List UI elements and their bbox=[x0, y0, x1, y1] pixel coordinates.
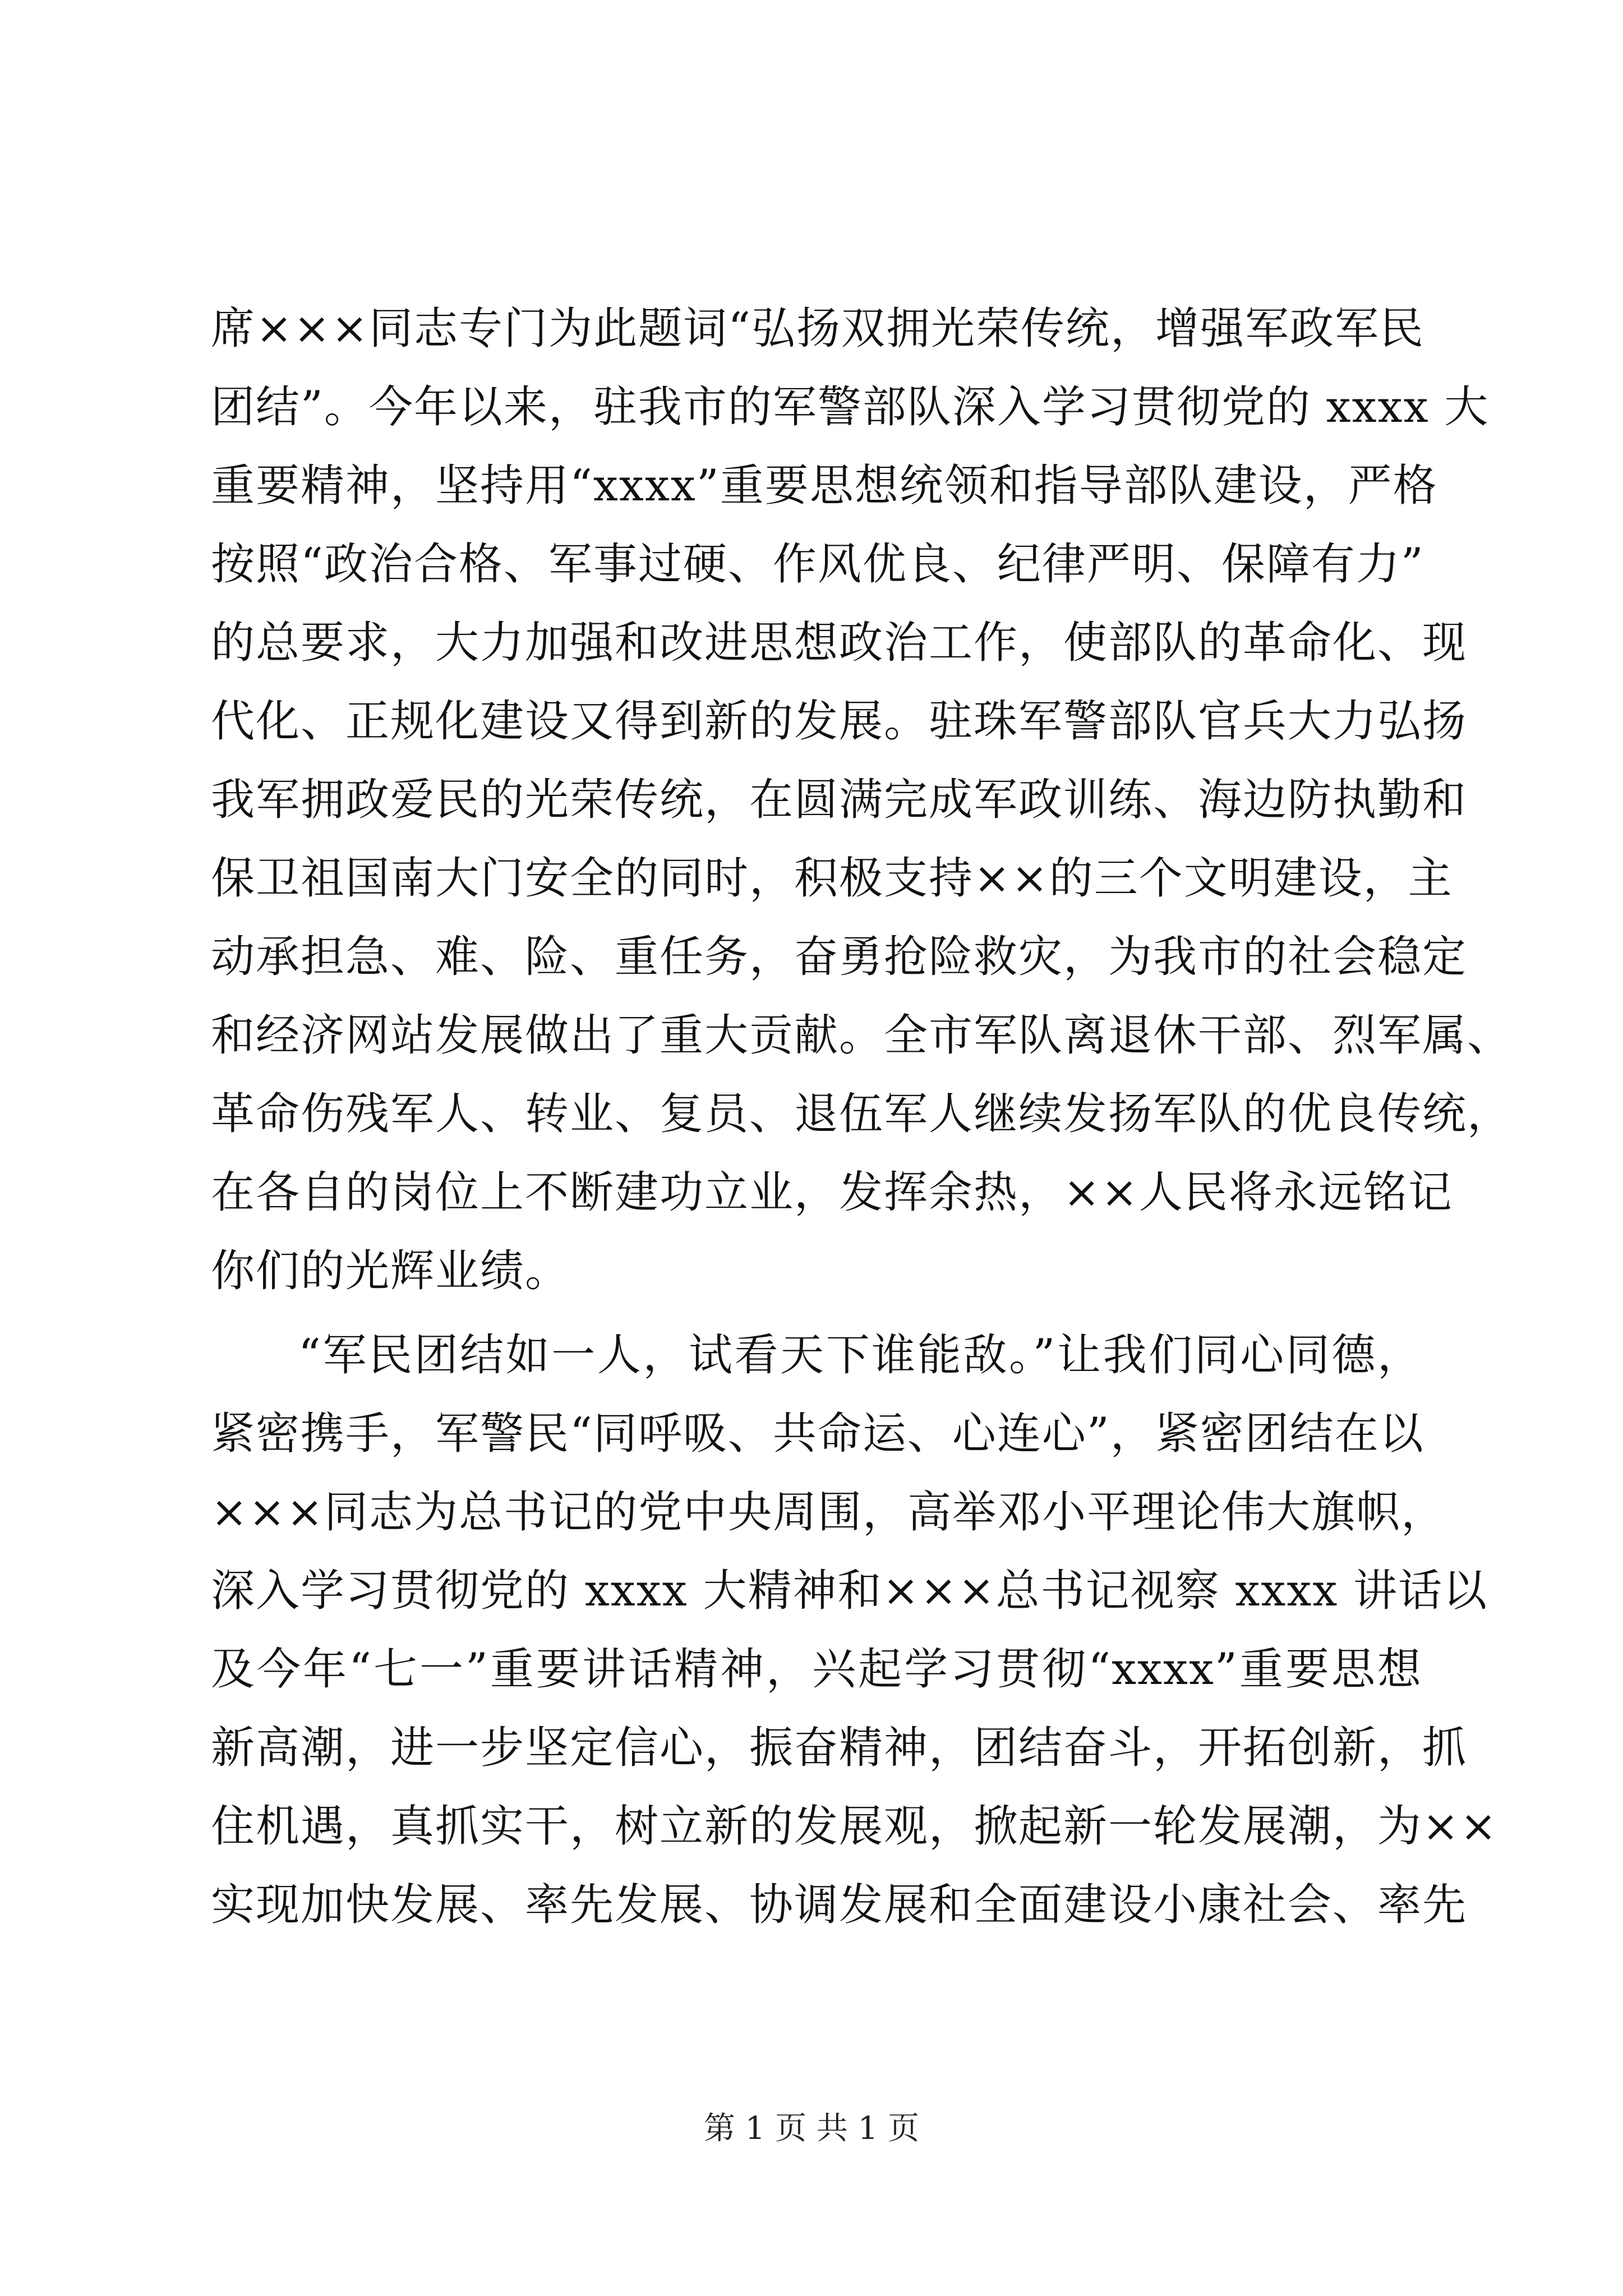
text-line: ×××同志为总书记的党中央周围，高举邓小平理论伟大旗帜， bbox=[211, 1487, 1446, 1538]
text-line: 团结”。今年以来，驻我市的军警部队深入学习贯彻党的 xxxx 大 bbox=[211, 382, 1490, 432]
text-line: 革命伤残军人、转业、复员、退伍军人继续发扬军队的优良传统， bbox=[211, 1089, 1513, 1139]
text-line: 重要精神，坚持用“xxxx”重要思想统领和指导部队建设，严格 bbox=[211, 461, 1438, 511]
text-line: 你们的光辉业绩。 bbox=[211, 1246, 570, 1296]
text-line: 住机遇，真抓实干，树立新的发展观，掀起新一轮发展潮，为×× bbox=[211, 1801, 1498, 1852]
page-number-footer: 第 1 页 共 1 页 bbox=[703, 2110, 920, 2147]
text-line: 及今年“七一”重要讲话精神，兴起学习贯彻“xxxx”重要思想 bbox=[211, 1644, 1422, 1695]
document-body bbox=[211, 289, 1513, 1944]
text-line: 实现加快发展、率先发展、协调发展和全面建设小康社会、率先 bbox=[211, 1880, 1468, 1930]
text-line: 按照“政治合格、军事过硬、作风优良、纪律严明、保障有力” bbox=[211, 539, 1424, 590]
text-line: 保卫祖国南大门安全的同时，积极支持××的三个文明建设，主 bbox=[211, 853, 1453, 904]
text-line: 席×××同志专门为此题词“弘扬双拥光荣传统，增强军政军民 bbox=[211, 303, 1424, 354]
text-line: 代化、正规化建设又得到新的发展。驻珠军警部队官兵大力弘扬 bbox=[211, 696, 1468, 747]
text-line: 的总要求，大力加强和改进思想政治工作，使部队的革命化、现 bbox=[211, 618, 1468, 668]
text-line: 我军拥政爱民的光荣传统，在圆满完成军政训练、海边防执勤和 bbox=[211, 775, 1468, 825]
paragraph-1 bbox=[211, 289, 1513, 1310]
text-line: 和经济网站发展做出了重大贡献。全市军队离退休干部、烈军属、 bbox=[211, 1010, 1513, 1061]
paragraph-2 bbox=[211, 1316, 1498, 1944]
text-line: “军民团结如一人，试看天下谁能敌。”让我们同心同德， bbox=[298, 1330, 1422, 1381]
text-line: 紧密携手，军警民“同呼吸、共命运、心连心”，紧密团结在以 bbox=[211, 1409, 1424, 1459]
text-line: 动承担急、难、险、重任务，奋勇抢险救灾，为我市的社会稳定 bbox=[211, 932, 1468, 982]
text-line: 新高潮，进一步坚定信心，振奋精神，团结奋斗，开拓创新，抓 bbox=[211, 1723, 1468, 1773]
text-line: 深入学习贯彻党的 xxxx 大精神和×××总书记视察 xxxx 讲话以 bbox=[211, 1566, 1488, 1616]
text-line: 在各自的岗位上不断建功立业，发挥余热，××人民将永远铭记 bbox=[211, 1167, 1453, 1218]
